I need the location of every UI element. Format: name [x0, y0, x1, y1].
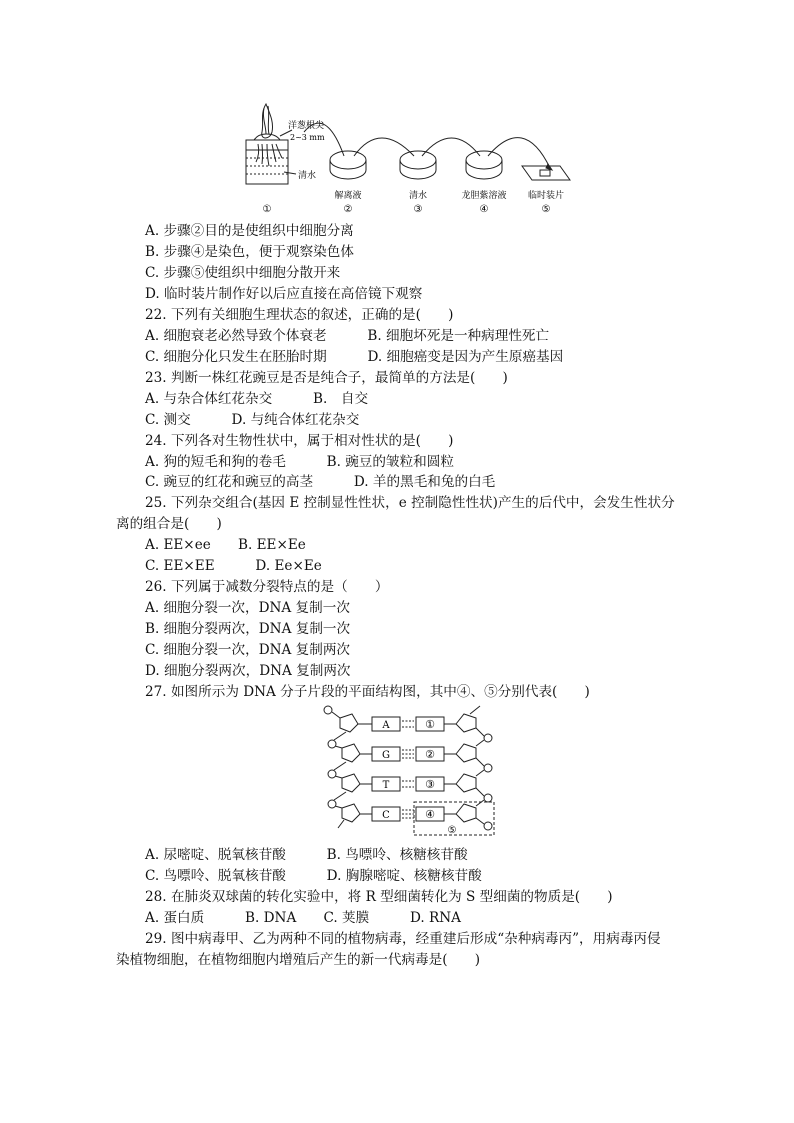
base-label-t: T [382, 780, 390, 791]
label-water: 清水 [298, 171, 317, 181]
onion-beaker-icon [246, 104, 296, 184]
circled-label-5: ⑤ [447, 825, 457, 836]
step-5-name: 临时装片 [527, 191, 565, 201]
label-onion-tip: 洋葱根尖 [288, 121, 325, 131]
q21-option-b: B. 步骤④是染色，便于观察染色体 [145, 244, 354, 260]
petri-dish-dissociation-icon [330, 151, 366, 169]
q23-stem: 23. 判断一株红花豌豆是否是纯合子，最简单的方法是( ) [145, 370, 508, 386]
q29-stem-line2: 染植物细胞，在植物细胞内增殖后产生的新一代病毒是( ) [116, 952, 481, 968]
q21-option-a: A. 步骤②目的是使组织中细胞分离 [145, 223, 354, 239]
q22-options-row2: C. 细胞分化只发生在胚胎时期 D. 细胞癌变是因为产生原癌基因 [145, 349, 564, 365]
label-root-length: 2~3 mm [290, 133, 325, 142]
q24-options-row1: A. 狗的短毛和狗的卷毛 B. 豌豆的皱粒和圆粒 [145, 454, 454, 470]
step-3-name: 清水 [408, 191, 428, 201]
step-2-name: 解离液 [334, 191, 362, 201]
circled-label-3: ③ [425, 778, 435, 791]
q29-stem-line1: 29. 图中病毒甲、乙为两种不同的植物病毒，经重建后形成“杂种病毒丙”，用病毒丙侵 [145, 931, 661, 947]
q21-option-d: D. 临时装片制作好以后应直接在高倍镜下观察 [145, 286, 423, 302]
circled-label-4: ④ [425, 808, 435, 821]
petri-dish-stain-icon [466, 151, 502, 169]
base-label-g: G [382, 750, 390, 761]
q24-stem: 24. 下列各对生物性状中，属于相对性状的是( ) [145, 433, 454, 449]
step-5-number: ⑤ [541, 204, 551, 215]
q22-stem: 22. 下列有关细胞生理状态的叙述，正确的是( ) [145, 307, 454, 323]
base-label-a: A [382, 720, 390, 731]
q26-option-c: C. 细胞分裂一次，DNA 复制两次 [145, 642, 351, 658]
q27-options-row1: A. 尿嘧啶、脱氧核苷酸 B. 鸟嘌呤、核糖核苷酸 [145, 847, 468, 863]
q25-stem-line1: 25. 下列杂交组合(基因 E 控制显性性状，e 控制隐性性状)产生的后代中，会发生性状分 [145, 495, 675, 511]
q24-options-row2: C. 豌豆的红花和豌豆的高茎 D. 羊的黑毛和兔的白毛 [145, 474, 496, 490]
q25-stem-line2: 离的组合是( ) [116, 516, 222, 532]
circled-label-2: ② [425, 748, 435, 761]
step-3-number: ③ [413, 204, 423, 215]
q26-option-a: A. 细胞分裂一次，DNA 复制一次 [145, 600, 350, 616]
petri-dish-water-icon [400, 151, 436, 169]
q26-stem: 26. 下列属于减数分裂特点的是（ ） [145, 579, 389, 595]
q21-option-c: C. 步骤⑤使组织中细胞分散开来 [145, 265, 341, 281]
q25-options-row1: A. EE×ee B. EE×Ee [145, 537, 306, 553]
q23-options-row2: C. 测交 D. 与纯合体红花杂交 [145, 412, 360, 428]
q26-option-d: D. 细胞分裂两次，DNA 复制两次 [145, 663, 351, 679]
q28-options-row1: A. 蛋白质 B. DNA C. 荚膜 D. RNA [145, 910, 461, 926]
q27-stem: 27. 如图所示为 DNA 分子片段的平面结构图，其中④、⑤分别代表( ) [145, 684, 590, 700]
onion-root-tip-experiment-figure [240, 100, 580, 218]
dna-structure-figure [318, 700, 504, 840]
q25-options-row2: C. EE×EE D. Ee×Ee [145, 558, 322, 574]
q28-stem: 28. 在肺炎双球菌的转化实验中，将 R 型细菌转化为 S 型细菌的物质是( ) [145, 889, 613, 905]
q27-options-row2: C. 鸟嘌呤、脱氧核苷酸 D. 胸腺嘧啶、核糖核苷酸 [145, 868, 482, 884]
step-2-number: ② [343, 204, 353, 215]
step-4-name: 龙胆紫溶液 [461, 191, 507, 201]
step-1-number: ① [262, 204, 272, 215]
q26-option-b: B. 细胞分裂两次，DNA 复制一次 [145, 621, 351, 637]
base-label-c: C [382, 810, 390, 821]
q23-options-row1: A. 与杂合体红花杂交 B. 自交 [145, 391, 369, 407]
circled-label-1: ① [425, 718, 435, 731]
step-4-number: ④ [479, 204, 489, 215]
q22-options-row1: A. 细胞衰老必然导致个体衰老 B. 细胞坏死是一种病理性死亡 [145, 328, 550, 344]
